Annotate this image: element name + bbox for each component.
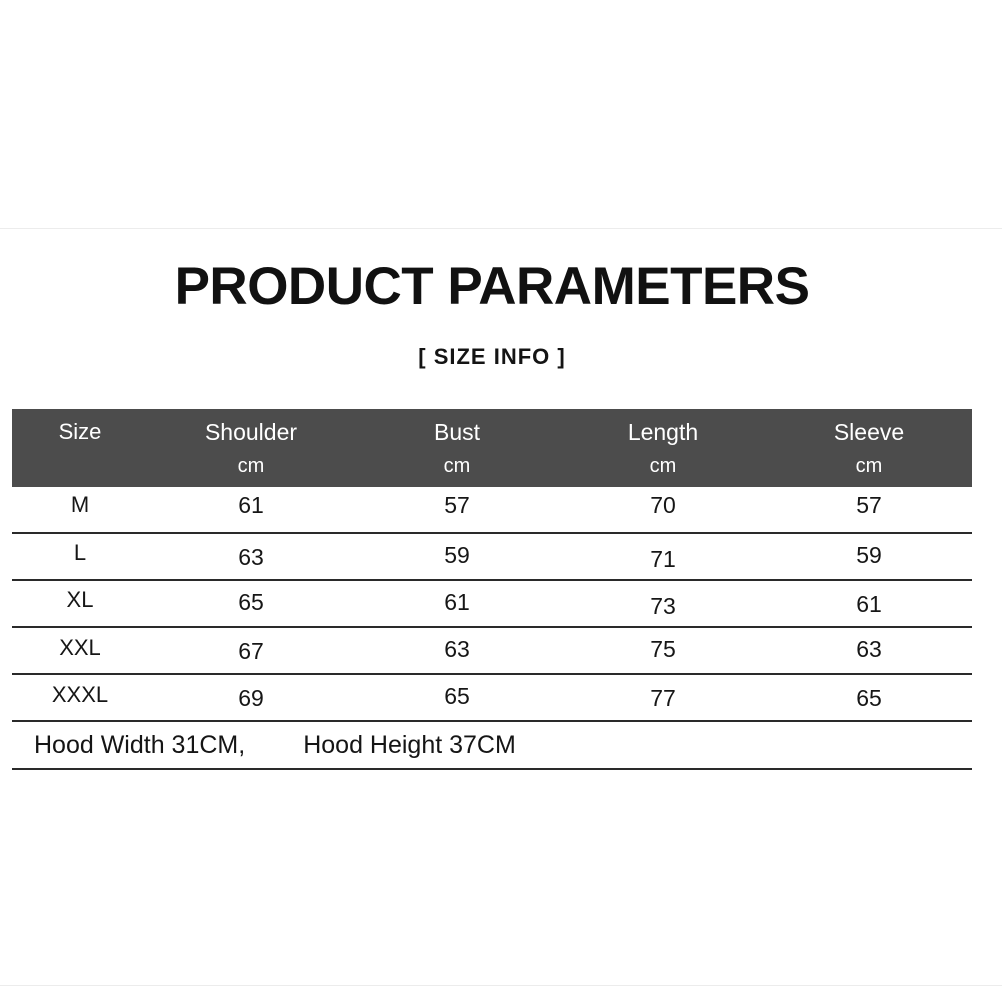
table-row [12, 487, 972, 533]
cell-bust [354, 674, 560, 721]
cell-bust [354, 627, 560, 674]
cell-size [12, 627, 148, 674]
unit-cell-length: cm [560, 451, 766, 487]
cell-sleeve [766, 627, 972, 674]
column-header-shoulder: Shoulder [148, 409, 354, 451]
table-row [12, 627, 972, 674]
cell-sleeve [766, 487, 972, 533]
cell-sleeve-value: 65 [856, 685, 882, 711]
cell-sleeve [766, 674, 972, 721]
cell-bust-value: 61 [444, 589, 470, 615]
size-info-table [12, 409, 972, 770]
unit-cell-size [12, 451, 148, 487]
cell-length-value: 71 [650, 546, 676, 572]
cell-size-value: XXL [59, 634, 101, 660]
table-row [12, 580, 972, 627]
cell-size-value: XL [66, 586, 94, 612]
column-header-sleeve: Sleeve [766, 409, 972, 451]
column-header-bust: Bust [354, 409, 560, 451]
cell-size-value: XXXL [51, 681, 109, 707]
cell-bust-value: 65 [444, 683, 470, 709]
table-row [12, 674, 972, 721]
cell-shoulder [148, 580, 354, 627]
cell-length [560, 487, 766, 533]
cell-shoulder-value: 69 [238, 685, 264, 711]
hood-width-note: Hood Width 31CM, [34, 730, 246, 759]
cell-size-value: L [73, 539, 87, 565]
cell-length [560, 533, 766, 580]
cell-shoulder [148, 674, 354, 721]
section-subtitle: [ SIZE INFO ] [418, 344, 566, 369]
cell-sleeve [766, 533, 972, 580]
cell-bust-value: 59 [444, 542, 470, 568]
cell-size [12, 580, 148, 627]
cell-shoulder [148, 627, 354, 674]
cell-shoulder-value: 67 [238, 638, 264, 664]
cell-bust [354, 533, 560, 580]
cell-length [560, 580, 766, 627]
cell-length [560, 674, 766, 721]
cell-sleeve-value: 57 [856, 492, 882, 518]
cell-sleeve-value: 61 [856, 591, 882, 617]
cell-shoulder-value: 65 [238, 589, 264, 615]
cell-sleeve-value: 59 [856, 542, 882, 568]
unit-cell-sleeve: cm [766, 451, 972, 487]
cell-size [12, 533, 148, 580]
cell-sleeve [766, 580, 972, 627]
table-row [12, 533, 972, 580]
table-unit-row [12, 451, 972, 487]
cell-length-value: 73 [650, 593, 676, 619]
table-body [12, 487, 972, 769]
cell-length-value: 77 [650, 685, 676, 711]
cell-shoulder-value: 61 [238, 492, 264, 518]
cell-bust-value: 63 [444, 636, 470, 662]
cell-length [560, 627, 766, 674]
table-header [12, 409, 972, 487]
cell-size [12, 674, 148, 721]
cell-size-value: M [70, 491, 90, 517]
column-header-size: Size [12, 409, 148, 451]
cell-sleeve-value: 63 [856, 636, 882, 662]
cell-bust-value: 57 [444, 492, 470, 518]
cell-shoulder [148, 533, 354, 580]
cell-bust [354, 580, 560, 627]
cell-shoulder-value: 63 [238, 544, 264, 570]
content-area [12, 258, 972, 770]
hood-measurements-note [12, 721, 972, 769]
hood-height-note: Hood Height 37CM [303, 730, 516, 759]
table-note-row [12, 721, 972, 769]
page-title: PRODUCT PARAMETERS [174, 257, 810, 316]
cell-shoulder [148, 487, 354, 533]
unit-cell-bust: cm [354, 451, 560, 487]
cell-length-value: 70 [650, 492, 676, 518]
cell-size [12, 487, 148, 533]
column-header-length: Length [560, 409, 766, 451]
top-divider [0, 228, 1002, 229]
unit-cell-shoulder: cm [148, 451, 354, 487]
cell-bust [354, 487, 560, 533]
table-header-row [12, 409, 972, 451]
cell-length-value: 75 [650, 636, 676, 662]
bottom-divider [0, 985, 1002, 986]
